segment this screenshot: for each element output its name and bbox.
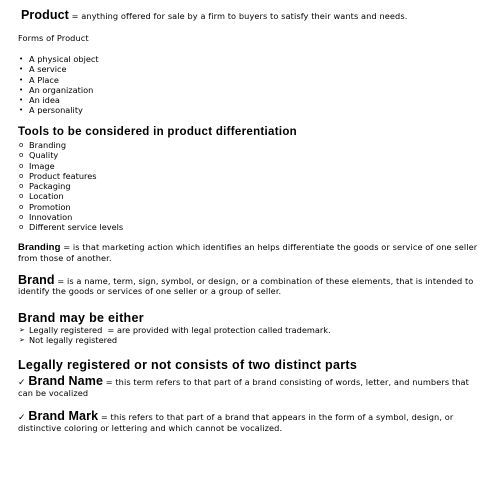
list-item: • A service [19, 64, 67, 75]
list-item: o Image [19, 160, 55, 171]
list-item: o Different service levels [19, 222, 124, 233]
list-item: o Innovation [19, 212, 73, 223]
branding-term: Branding [18, 242, 61, 253]
list-item: • An idea [19, 95, 60, 106]
branding-definition-text: = is that marketing action which identifies an helps differentiate the goods or service of one seller from those of another. [18, 242, 478, 264]
list-item: • An organization [19, 84, 94, 95]
brand-may-be-list [19, 325, 481, 346]
check-icon: ✓ [18, 378, 26, 388]
brand-term: Brand [18, 273, 55, 287]
product-definition [18, 10, 480, 21]
list-item: o Location [19, 191, 64, 202]
two-parts-heading: Legally registered or not consists of two distinct parts [18, 358, 358, 372]
brand-mark-definition-text: = this refers to that part of a brand that appears in the form of a symbol, design, or distinctive coloring or lettering and which cannot be vocalized. [18, 412, 454, 434]
tools-heading: Tools to be considered in product differentiation [18, 126, 297, 138]
list-item: • A Place [19, 74, 59, 85]
brand-mark-term: Brand Mark [28, 409, 99, 423]
brand-name-term: Brand Name [28, 374, 103, 388]
list-item: o Product features [19, 170, 97, 181]
list-item: • A physical object [19, 54, 99, 64]
brand-name-definition-text: = this term refers to that part of a brand consisting of words, letter, and numbers that can be vocalized [18, 377, 469, 399]
forms-of-product-list [19, 54, 481, 116]
brand-definition [18, 275, 480, 297]
check-icon: ✓ [18, 413, 26, 423]
brand-name-definition [18, 376, 480, 399]
branding-definition [18, 242, 480, 264]
list-item: o Packaging [19, 181, 71, 192]
list-item: o Promotion [19, 201, 71, 212]
list-item: ➢ Legally registered = are provided with legal protection called trademark. [19, 325, 331, 335]
forms-of-product-heading: Forms of Product [18, 33, 89, 43]
tools-list [19, 140, 481, 233]
product-term: Product [21, 8, 69, 22]
list-item: o Branding [19, 140, 67, 150]
list-item: o Quality [19, 150, 59, 161]
brand-mark-definition [18, 411, 480, 434]
brand-definition-text: = is a name, term, sign, symbol, or design, or a combination of these elements, that is intended to identify the goods or services of one seller or a group of seller. [18, 276, 474, 297]
brand-may-be-heading: Brand may be either [18, 311, 144, 325]
product-definition-text: = anything offered for sale by a firm to buyers to satisfy their wants and needs. [71, 11, 408, 21]
list-item: • A personality [19, 105, 83, 116]
list-item: ➢ Not legally registered [19, 335, 118, 346]
